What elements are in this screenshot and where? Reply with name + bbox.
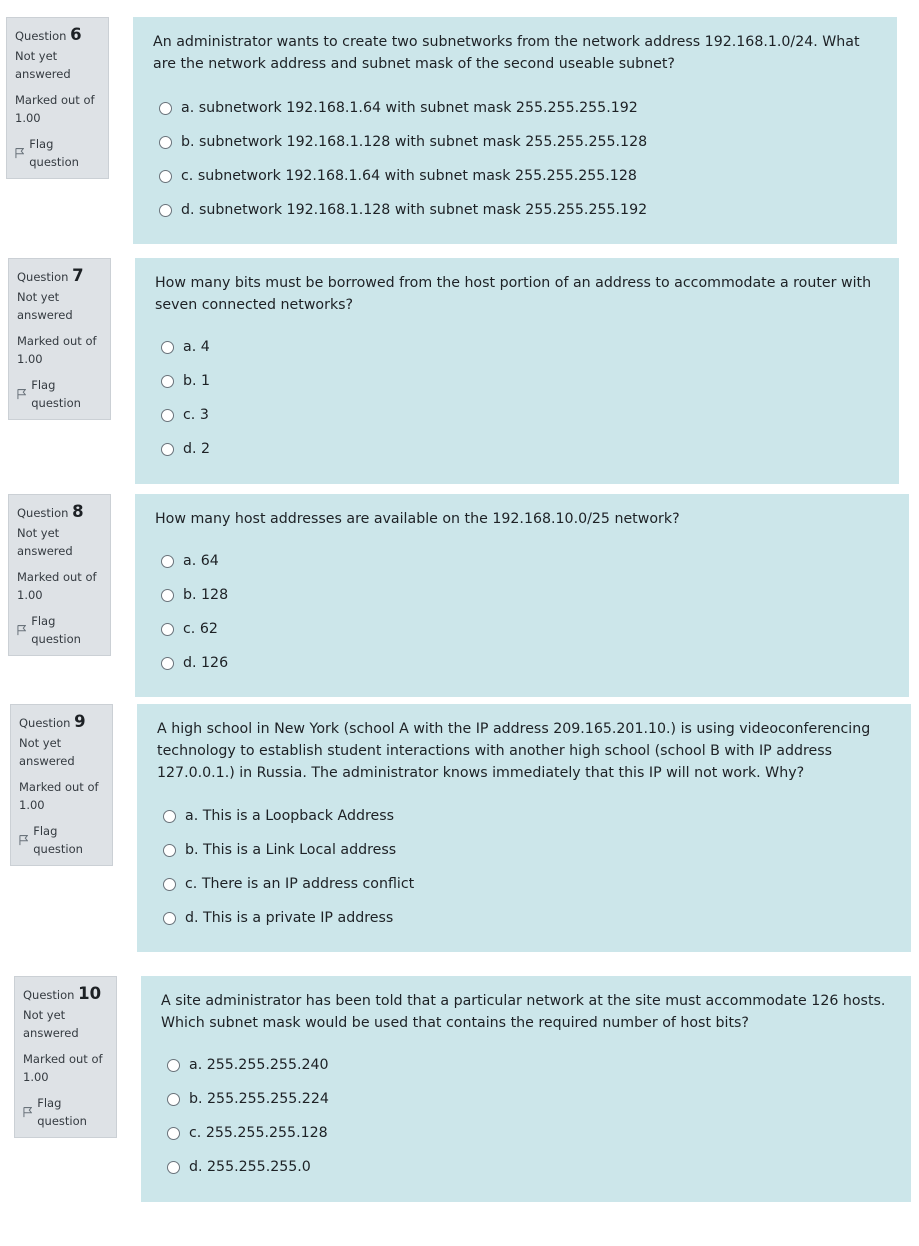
question-info: [6, 17, 109, 179]
flag-icon: [19, 834, 28, 846]
question-number: Question 8: [17, 502, 84, 521]
question-number: Question 6: [15, 25, 82, 44]
radio-button[interactable]: [163, 878, 176, 891]
radio-button[interactable]: [161, 375, 174, 388]
marked-out-of-label: Marked out of: [15, 93, 95, 107]
answer-option-d[interactable]: d. 126: [161, 646, 228, 680]
radio-button[interactable]: [163, 844, 176, 857]
flag-question-label: Flag question: [31, 378, 81, 410]
answer-option-b[interactable]: b. This is a Link Local address: [163, 833, 414, 867]
flag-question-label: Flag question: [31, 614, 81, 646]
radio-button[interactable]: [167, 1059, 180, 1072]
radio-button[interactable]: [161, 657, 174, 670]
question-text: A high school in New York (school A with the IP address 209.165.201.10.) is using videoconferencing technology to establish student interactions with another high school (school B with IP address 127.0.0.1.) in Russia. The administrator knows immediately that this IP will not work. Why?: [157, 721, 871, 781]
answer-options: [167, 1048, 329, 1184]
answer-option-d[interactable]: d. 2: [161, 432, 210, 466]
answer-option-b[interactable]: b. 1: [161, 364, 210, 398]
question-state: Not yet answered: [23, 1008, 79, 1040]
question-state: Not yet answered: [15, 49, 71, 81]
flag-question-label: Flag question: [37, 1096, 87, 1128]
flag-question-button[interactable]: [17, 612, 103, 648]
question-content: [141, 976, 911, 1202]
answer-options: [161, 330, 210, 466]
answer-options: [161, 544, 228, 680]
flag-question-label: Flag question: [29, 137, 79, 169]
question-text: An administrator wants to create two subnetworks from the network address 192.168.1.0/24. What are the network address and subnet mask of the second useable subnet?: [153, 34, 860, 72]
radio-button[interactable]: [161, 623, 174, 636]
answer-option-a[interactable]: a. This is a Loopback Address: [163, 799, 414, 833]
question-text: How many host addresses are available on the 192.168.10.0/25 network?: [155, 511, 680, 527]
answer-option-a[interactable]: a. subnetwork 192.168.1.64 with subnet mask 255.255.255.192: [159, 91, 647, 125]
question-number: Question 9: [19, 712, 86, 731]
radio-button[interactable]: [167, 1093, 180, 1106]
marked-out-of-label: Marked out of: [23, 1052, 103, 1066]
question-state: Not yet answered: [17, 526, 73, 558]
flag-icon: [15, 147, 24, 159]
radio-button[interactable]: [159, 102, 172, 115]
answer-option-a[interactable]: a. 255.255.255.240: [167, 1048, 329, 1082]
answer-option-a[interactable]: a. 4: [161, 330, 210, 364]
radio-button[interactable]: [159, 170, 172, 183]
question-info: [8, 494, 111, 656]
flag-question-button[interactable]: [23, 1094, 109, 1130]
radio-button[interactable]: [159, 136, 172, 149]
radio-button[interactable]: [167, 1161, 180, 1174]
question-number: Question 7: [17, 266, 84, 285]
question-info: [14, 976, 117, 1138]
answer-option-c[interactable]: c. subnetwork 192.168.1.64 with subnet mask 255.255.255.128: [159, 159, 647, 193]
question-grade: 1.00: [15, 111, 41, 125]
answer-option-b[interactable]: b. 128: [161, 578, 228, 612]
answer-option-b[interactable]: b. subnetwork 192.168.1.128 with subnet mask 255.255.255.128: [159, 125, 647, 159]
radio-button[interactable]: [161, 341, 174, 354]
question-info: [10, 704, 113, 866]
question-content: [135, 258, 899, 484]
marked-out-of-label: Marked out of: [19, 780, 99, 794]
question-state: Not yet answered: [19, 736, 75, 768]
answer-option-b[interactable]: b. 255.255.255.224: [167, 1082, 329, 1116]
answer-option-c[interactable]: c. 3: [161, 398, 210, 432]
question-content: [135, 494, 909, 697]
answer-option-d[interactable]: d. 255.255.255.0: [167, 1150, 329, 1184]
flag-question-button[interactable]: [19, 822, 105, 858]
radio-button[interactable]: [161, 555, 174, 568]
flag-icon: [17, 388, 26, 400]
question-grade: 1.00: [23, 1070, 49, 1084]
marked-out-of-label: Marked out of: [17, 334, 97, 348]
flag-question-label: Flag question: [33, 824, 83, 856]
answer-option-c[interactable]: c. 255.255.255.128: [167, 1116, 329, 1150]
question-text: A site administrator has been told that a particular network at the site must accommodate 126 hosts. Which subnet mask would be used that contains the required number of host bits?: [161, 993, 886, 1031]
question-content: [137, 704, 911, 952]
question-content: [133, 17, 897, 244]
question-grade: 1.00: [17, 352, 43, 366]
radio-button[interactable]: [161, 409, 174, 422]
question-grade: 1.00: [19, 798, 45, 812]
answer-options: [163, 799, 414, 935]
question-info: [8, 258, 111, 420]
flag-icon: [17, 624, 26, 636]
answer-option-a[interactable]: a. 64: [161, 544, 228, 578]
flag-question-button[interactable]: [17, 376, 103, 412]
radio-button[interactable]: [167, 1127, 180, 1140]
question-grade: 1.00: [17, 588, 43, 602]
flag-question-button[interactable]: [15, 135, 101, 171]
answer-option-d[interactable]: d. This is a private IP address: [163, 901, 414, 935]
answer-option-c[interactable]: c. There is an IP address conflict: [163, 867, 414, 901]
radio-button[interactable]: [161, 443, 174, 456]
marked-out-of-label: Marked out of: [17, 570, 97, 584]
question-text: How many bits must be borrowed from the host portion of an address to accommodate a router with seven connected networks?: [155, 275, 872, 313]
radio-button[interactable]: [159, 204, 172, 217]
question-state: Not yet answered: [17, 290, 73, 322]
question-number: Question 10: [23, 984, 102, 1003]
radio-button[interactable]: [161, 589, 174, 602]
answer-option-c[interactable]: c. 62: [161, 612, 228, 646]
answer-options: [159, 91, 647, 227]
answer-option-d[interactable]: d. subnetwork 192.168.1.128 with subnet mask 255.255.255.192: [159, 193, 647, 227]
flag-icon: [23, 1106, 32, 1118]
radio-button[interactable]: [163, 810, 176, 823]
radio-button[interactable]: [163, 912, 176, 925]
